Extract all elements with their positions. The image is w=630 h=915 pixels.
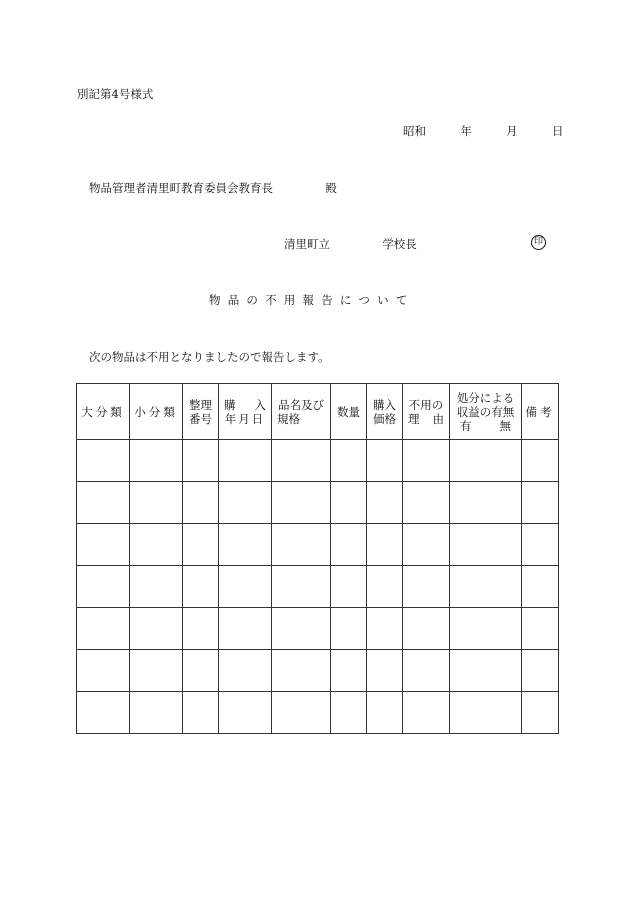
table-cell[interactable] [77, 608, 130, 650]
addressee-honorific: 殿 [325, 181, 337, 195]
table-cell[interactable] [450, 650, 522, 692]
table-cell[interactable] [403, 692, 450, 734]
table-cell[interactable] [522, 524, 559, 566]
table-cell[interactable] [272, 482, 331, 524]
table-cell[interactable] [450, 692, 522, 734]
table-cell[interactable] [367, 608, 403, 650]
table-cell[interactable] [367, 440, 403, 482]
table-cell[interactable] [183, 440, 219, 482]
date-era: 昭和 [403, 124, 426, 138]
table-cell[interactable] [219, 650, 272, 692]
table-cell[interactable] [522, 692, 559, 734]
table-cell[interactable] [183, 608, 219, 650]
table-cell[interactable] [219, 524, 272, 566]
table-cell[interactable] [183, 650, 219, 692]
table-cell[interactable] [367, 650, 403, 692]
addressee [89, 180, 337, 196]
date-line [403, 123, 563, 139]
sender-role: 学校長 [382, 237, 417, 251]
col-quantity: 数量 [331, 384, 367, 440]
addressee-title: 物品管理者清里町教育委員会教育長 [89, 181, 273, 195]
header-row [77, 384, 559, 440]
table-cell[interactable] [331, 650, 367, 692]
table-row [77, 650, 559, 692]
table-cell[interactable] [367, 482, 403, 524]
table-cell[interactable] [130, 608, 183, 650]
sender [284, 236, 417, 252]
table-row [77, 482, 559, 524]
table-cell[interactable] [130, 482, 183, 524]
table-cell[interactable] [77, 650, 130, 692]
table-cell[interactable] [130, 440, 183, 482]
table-cell[interactable] [403, 524, 450, 566]
col-purchase-price: 購入 価格 [367, 384, 403, 440]
table-cell[interactable] [450, 482, 522, 524]
table-cell[interactable] [450, 566, 522, 608]
col-name-spec: 品名及び 規格 [272, 384, 331, 440]
table-cell[interactable] [130, 650, 183, 692]
table-cell[interactable] [403, 650, 450, 692]
table-cell[interactable] [522, 608, 559, 650]
table-cell[interactable] [331, 692, 367, 734]
table-cell[interactable] [130, 524, 183, 566]
table-cell[interactable] [450, 440, 522, 482]
report-body [77, 440, 559, 734]
table-cell[interactable] [219, 566, 272, 608]
table-cell[interactable] [403, 440, 450, 482]
document-title: 物品の不用報告について [209, 293, 415, 307]
table-cell[interactable] [367, 566, 403, 608]
col-purchase-date: 購 入 年月日 [219, 384, 272, 440]
table-cell[interactable] [331, 440, 367, 482]
col-major-category: 大分類 [77, 384, 130, 440]
table-cell[interactable] [522, 440, 559, 482]
table-cell[interactable] [522, 482, 559, 524]
table-cell[interactable] [403, 482, 450, 524]
table-cell[interactable] [331, 566, 367, 608]
form-number: 別記第4号様式 [77, 87, 154, 101]
table-cell[interactable] [219, 692, 272, 734]
table-cell[interactable] [403, 566, 450, 608]
table-cell[interactable] [77, 692, 130, 734]
table-cell[interactable] [183, 692, 219, 734]
table-cell[interactable] [219, 440, 272, 482]
col-disposal-revenue: 処分による 収益の有無 有 無 [450, 384, 522, 440]
table-cell[interactable] [77, 440, 130, 482]
table-cell[interactable] [272, 566, 331, 608]
table-cell[interactable] [367, 524, 403, 566]
table-cell[interactable] [272, 524, 331, 566]
table-cell[interactable] [130, 566, 183, 608]
col-number: 整理 番号 [183, 384, 219, 440]
table-cell[interactable] [522, 650, 559, 692]
table-cell[interactable] [450, 524, 522, 566]
table-row [77, 524, 559, 566]
table-cell[interactable] [522, 566, 559, 608]
table-cell[interactable] [77, 482, 130, 524]
table-cell[interactable] [219, 608, 272, 650]
table-cell[interactable] [331, 524, 367, 566]
table-cell[interactable] [183, 482, 219, 524]
table-row [77, 692, 559, 734]
date-day-label: 日 [551, 124, 564, 138]
table-cell[interactable] [219, 482, 272, 524]
col-remarks: 備考 [522, 384, 559, 440]
table-cell[interactable] [272, 650, 331, 692]
date-month-label: 月 [506, 124, 518, 138]
table-row [77, 440, 559, 482]
table-cell[interactable] [77, 524, 130, 566]
table-cell[interactable] [272, 608, 331, 650]
table-cell[interactable] [331, 608, 367, 650]
col-minor-category: 小分類 [130, 384, 183, 440]
table-cell[interactable] [403, 608, 450, 650]
date-year-label: 年 [460, 124, 472, 138]
table-row [77, 608, 559, 650]
col-reason: 不用の 理 由 [403, 384, 450, 440]
table-cell[interactable] [130, 692, 183, 734]
table-cell[interactable] [183, 524, 219, 566]
table-cell[interactable] [331, 482, 367, 524]
table-cell[interactable] [77, 566, 130, 608]
intro-text: 次の物品は不用となりましたので報告します。 [89, 350, 330, 364]
table-cell[interactable] [367, 692, 403, 734]
table-cell[interactable] [450, 608, 522, 650]
table-cell[interactable] [272, 692, 331, 734]
table-cell[interactable] [183, 566, 219, 608]
report-table [76, 383, 559, 734]
table-cell[interactable] [272, 440, 331, 482]
seal-mark: 印 [531, 235, 546, 250]
table-row [77, 566, 559, 608]
sender-town: 清里町立 [284, 237, 330, 251]
